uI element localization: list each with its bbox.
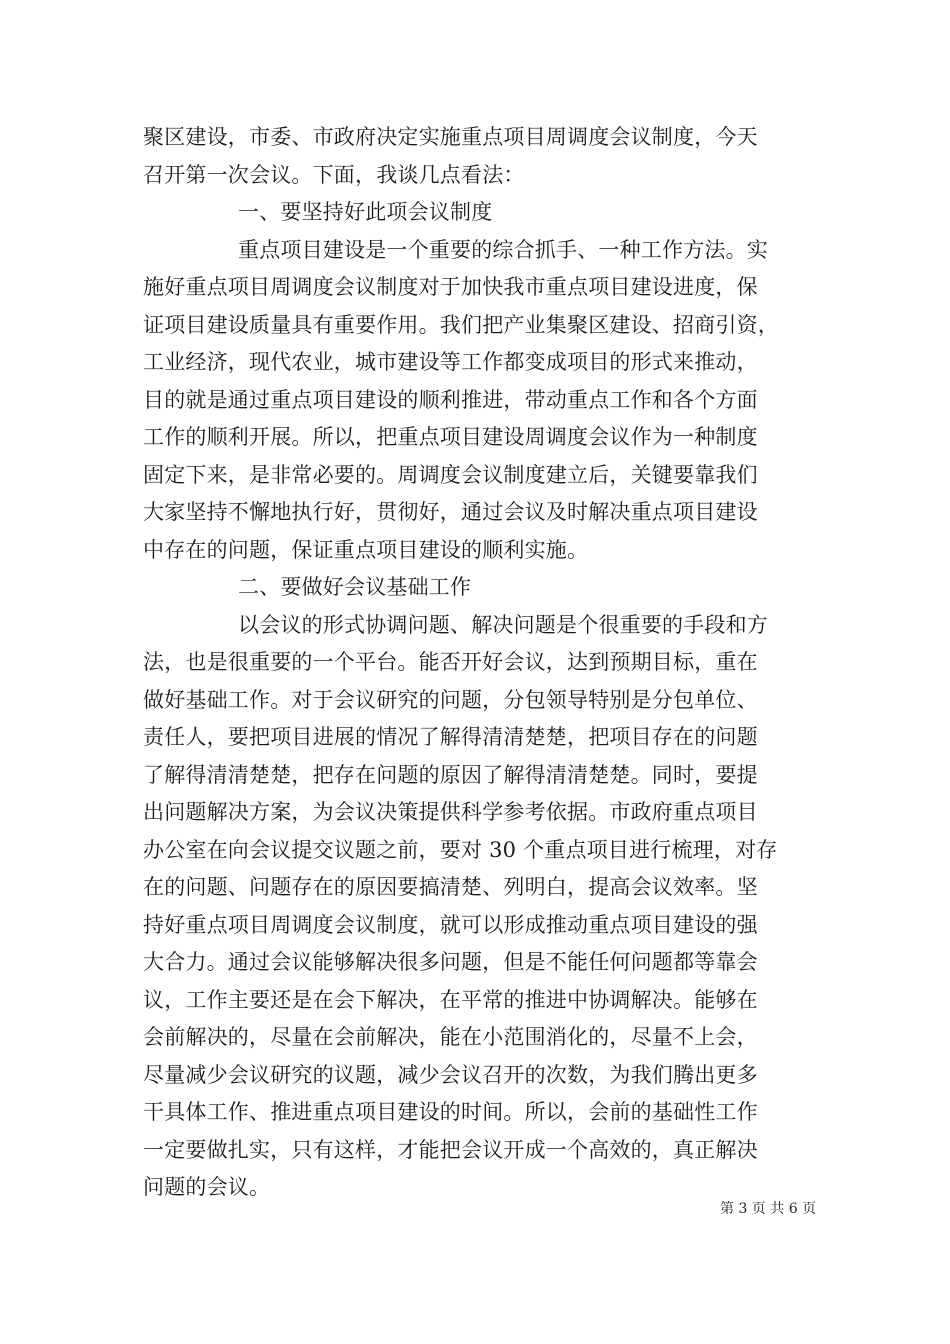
- paragraph-line: 以会议的形式协调问题、解决问题是个很重要的手段和方: [238, 612, 768, 637]
- section-heading: 二、要做好会议基础工作: [238, 575, 472, 599]
- paragraph-line: 中存在的问题，保证重点项目建设的顺利实施。: [143, 537, 589, 562]
- paragraph-line: 证项目建设质量具有重要作用。我们把产业集聚区建设、招商引资，: [143, 312, 779, 337]
- paragraph-line: 一定要做扎实，只有这样，才能把会议开成一个高效的，真正解决: [143, 1137, 758, 1162]
- paragraph-line: 固定下来，是非常必要的。周调度会议制度建立后，关键要靠我们: [143, 462, 758, 487]
- paragraph-line: 在的问题、问题存在的原因要搞清楚、列明白，提高会议效率。坚: [143, 875, 758, 899]
- section-heading: 一、要坚持好此项会议制度: [238, 200, 493, 224]
- paragraph-line: 聚区建设，市委、市政府决定实施重点项目周调度会议制度，今天: [143, 125, 758, 149]
- paragraph-line: 目的就是通过重点项目建设的顺利推进，带动重点工作和各个方面: [143, 387, 758, 412]
- paragraph-line: 出问题解决方案，为会议决策提供科学参考依据。市政府重点项目: [143, 800, 758, 824]
- paragraph-line: 重点项目建设是一个重要的综合抓手、一种工作方法。实: [238, 237, 768, 262]
- paragraph-line: 尽量减少会议研究的议题，减少会议召开的次数，为我们腾出更多: [143, 1062, 758, 1087]
- paragraph-line: 大家坚持不懈地执行好，贯彻好，通过会议及时解决重点项目建设: [143, 500, 758, 524]
- paragraph-line: 工作的顺利开展。所以，把重点项目建设周调度会议作为一种制度: [143, 425, 758, 449]
- page-number-footer: 第 3 页 共 6 页: [720, 1201, 817, 1217]
- paragraph-line: 召开第一次会议。下面，我谈几点看法：: [143, 162, 525, 187]
- paragraph-line: 议，工作主要还是在会下解决，在平常的推进中协调解决。能够在: [143, 987, 758, 1012]
- paragraph-line: 做好基础工作。对于会议研究的问题，分包领导特别是分包单位、: [143, 687, 758, 712]
- paragraph-line: 施好重点项目周调度会议制度对于加快我市重点项目建设进度，保: [143, 275, 758, 299]
- paragraph-line: 工业经济，现代农业，城市建设等工作都变成项目的形式来推动，: [143, 350, 758, 374]
- paragraph-line: 办公室在向会议提交议题之前，要对 30 个重点项目进行梳理，对存: [143, 837, 778, 862]
- paragraph-line: 大合力。通过会议能够解决很多问题，但是不能任何问题都等靠会: [143, 950, 758, 974]
- paragraph-line: 干具体工作、推进重点项目建设的时间。所以，会前的基础性工作: [143, 1100, 758, 1124]
- paragraph-line: 责任人，要把项目进展的情况了解得清清楚楚，把项目存在的问题: [143, 725, 758, 749]
- paragraph-line: 会前解决的，尽量在会前解决，能在小范围消化的，尽量不上会，: [143, 1025, 758, 1049]
- paragraph-line: 问题的会议。: [143, 1175, 271, 1199]
- paragraph-line: 持好重点项目周调度会议制度，就可以形成推动重点项目建设的强: [143, 912, 758, 937]
- paragraph-line: 法，也是很重要的一个平台。能否开好会议，达到预期目标，重在: [143, 650, 758, 674]
- paragraph-line: 了解得清清楚楚，把存在问题的原因了解得清清楚楚。同时，要提: [143, 762, 758, 787]
